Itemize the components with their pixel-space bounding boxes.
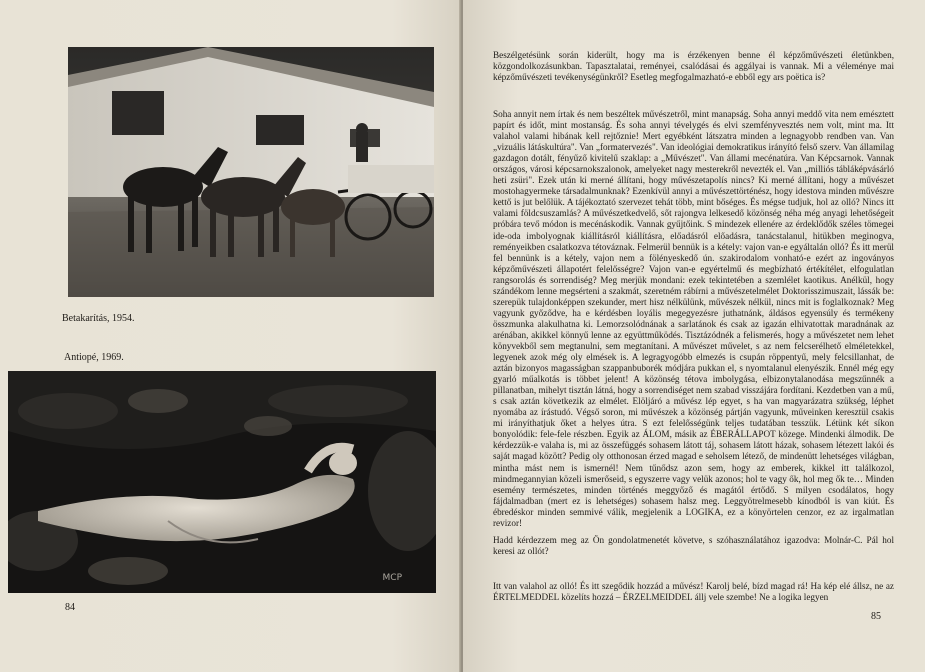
interview-question — [493, 535, 894, 557]
interview-answer-body — [493, 109, 894, 529]
right-page — [463, 0, 925, 672]
photo-harvest — [68, 47, 434, 297]
photo2-caption: Antiopé, 1969. — [64, 352, 124, 363]
page-number-left: 84 — [65, 602, 75, 613]
harvest-photo-image — [68, 47, 434, 297]
antiope-photo-image — [8, 371, 436, 593]
answer-paragraph: Itt van valahol az olló! És itt szegődik hozzád a művész! Karolj belé, bízd magad rá! Ha kép elé állsz, ne az ÉRTELMEDDEL közelíts hozzá – ÉRZELMEIDDEL állj vele szembe! Ne a logika legyen — [493, 581, 894, 603]
question-paragraph: Hadd kérdezzem meg az Ön gondolatmenetét követve, s szóhasználatához igazodva: Molnár-C. Pál hol keresi az ollót? — [493, 535, 894, 557]
page-number-right: 85 — [871, 611, 881, 622]
intro-paragraph: Beszélgetésünk során kiderült, hogy ma is érzékenyen benne él képzőművészeti életünkben, közgondolkozásunkban. Tapasztalatai, reményei, csalódásai és aggályai is vannak. Mi a véleménye mai képzőművészeti tevékenységünkről? Esetleg megfogalmazható-e ebből egy ars poëtica is? — [493, 50, 894, 83]
left-page — [0, 0, 461, 672]
body-paragraph: Soha annyit nem írtak és nem beszéltek művészetről, mint manapság. Soha annyi meddő vita nem emésztett papírt és időt, mint mostanság. És soha annyi tévelygés és elvi szemfényvesztés nem volt, mint ma. Itt valahol valami hibának kell rejtőznie! Mert egyébként látszatra minden a legnagyobb rendben van. Van „vizuális látáskultúra". Van „formatervezés". Van ideológiai demokratikus irányító felső szerv. Van államilag gazdagon dotált, fényűző kivitelű szaklap: a „Művészet". Van állami mecénatúra. Van Képcsarnok. Vannak országos, városi képcsarnokszalonok, amelyeket nagy mesterekről nevezték el. Van „milliós tábláképvásárló heti zsüri". Ezek után ki merné állítani, hogy művészetapolís nincs? Ki merné állítani, hogy a művészet mostohagyermeke társadalmunknak? Ezenkívül annyi a művészettörténész, hogy idestova minden művészre kettő is jut belőlük. A tájékoztató szervezet tehát több, mint bőséges. És mégse tudjuk, hol az olló? Nincs itt valami földcsuszamlás? A művészetkedvelő, sőt rajongva lelkesedő közönség néha még anyagi lehetőségeit próbára tevő módon is mecénáskodik. Vannak gyűjtőink. S mindezek ellenére az érdeklődők széles tömegei ide-oda imbolyognak kiállításról kiállításra, előadásról előadásra, tanácstalanul, hitükben meginogva, reményeikben csalatkozva tétováznak. Felmerül bennük is a kétely: vajon van-e egyáltalán olló? És itt merül fel bennünk is a kétely, vajon nem a fölényeskedő ún. szakirodalom vonható-e ezért az ingoványos képzőművészeti állapotért felelősségre? Vajon van-e egyértelmű és megbízható értékítélet, elfogulatlan rangsorolás és sorrendiség? Meg merjük mondani: ezek tekintetében a szemlélet kaotikus. Anélkül, hogy szándékom lenne megsérteni a szakmát, szeretném rábírni a művészetelmélet Doktorisszimuszait, lássák be: szerepük tulajdonképpen szekunder, mert hisz nélkülünk, művészek nélkül, nincs mit is foglalkoznak? Meg vagyunk győződve, ha e kérdésben loyális megegyezésre juthatnánk, áldásos egyensúly és termékeny összmunka alakulhatna ki. Lemorzsolódnának a sarlatánok és csak az igazán elhivatottak maradnának az arénában, akikkel könnyű lenne az együttműködés. Tisztázódnék a felismerés, hogy a művészetet nem lehet könyvekből sem megtanulni, sem megtanítani. A művészet művelet, s az nem felcserélhető elméletekkel, legyenek azok még oly elmések is. A legragyogóbb elmezés is csupán röppentyű, mely felcsillanhat, de aztán bizonyos magasságban szappanbuborék módjára pukkan el, s nyomtalanul elenyészik. Ennél még egy gyarló műalkotás is többet jelent! A közönség tétova imbolygása, elbizonytalanodása megszűnnék a pillanatban, mihelyt tisztán látná, hogy a sorrendiséget nem szabad visszájára fordítani. Kezdetben van a mű, s csak aztán következik az elmélet. Elöljáró a művész lép egyet, s ha van magyarázatra szükség, léphet nyomába az írástudó. Végső soron, mi művészek a közönség pártján vagyunk, műveinken keresztül csakis mi irányíthatjuk őket a helyes útra. S ezt felelősségünk teljes tudatában tesszük. Létünk két síkon bonyolódik: fele-fele részben. Egyik az ÁLOM, másik az ÉBERÁLLAPOT közege. Mindenki álmodik. De kérdezzük-e valaha is, mi az összefüggés sohasem látott táj, sohasem látott házak, sohasem létezett lakói és saját magad között? Pedig oly otthonosan érzed magad e seholsem létező, de mindenütt lehetséges világban, mintha mást nem is ismernél! Nem tűnődsz azon sem, hogy az emberek, kikkel itt találkozol, mindmegannyian közeli ismerőseid, s egyszerre vagy velük azonos; hol te vagy ők, hol meg ők te… Minden esemény természetes, minden történés meggyőző és magától értődő. S milyen csodálatos, hogy fájdalmadban (mert ez is lehetséges) sohasem halsz meg. Leggyötrelmesebb kínodból is van kiút. És ébredéskor minden semmivé válik, megjelenik a LOGIKA, ez a könyörtelen cenzor, ez az irgalmatlan revizor! — [493, 109, 894, 528]
interview-question-intro — [493, 50, 894, 83]
interview-answer — [493, 581, 894, 603]
photo1-caption: Betakarítás, 1954. — [62, 313, 135, 324]
photo-antiope — [8, 371, 436, 593]
photo-signature: MCP — [382, 573, 402, 583]
